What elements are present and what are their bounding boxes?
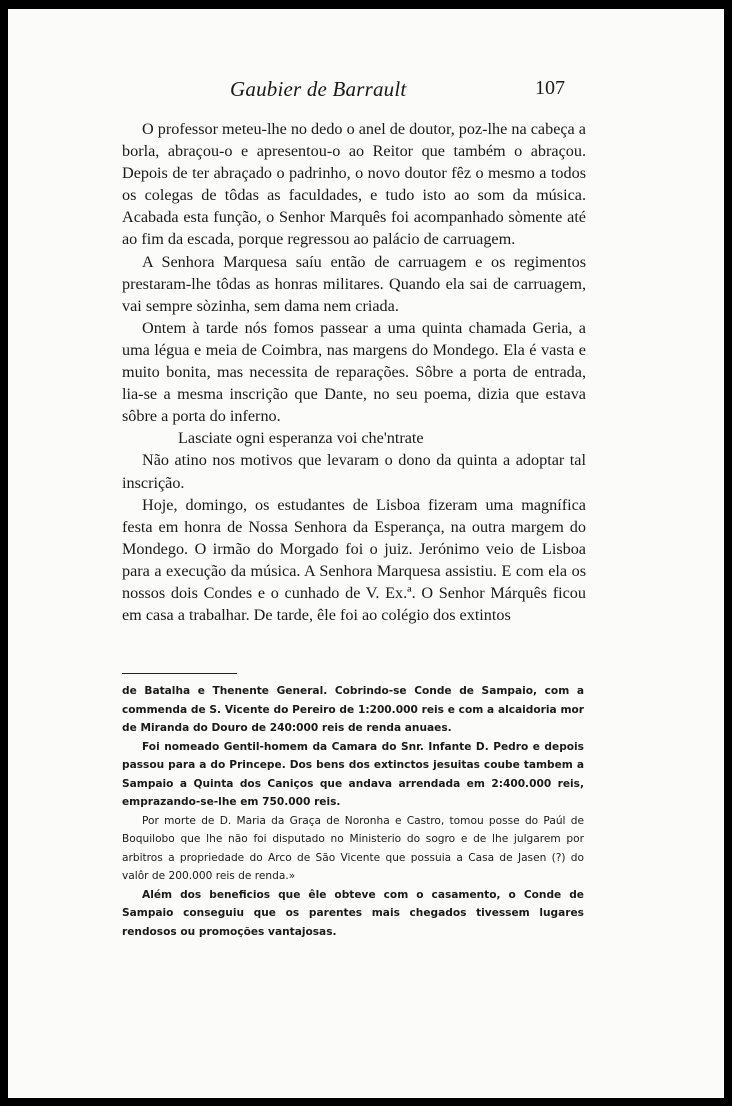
footnote-paragraph: de Batalha e Thenente General. Cobrindo-se Conde de Sampaio, com a commenda de S. Vicente do Pereiro de 1:200.000 reis e com a alcaidoria mor de Miranda do Douro de 240:000 reis de renda anuaes.	[122, 685, 584, 734]
running-title: Gaubier de Barrault	[230, 77, 407, 101]
page-header	[8, 71, 724, 101]
paragraph: Ontem à tarde nós fomos passear a uma quinta chamada Geria, a uma légua e meia de Coimbra, nas margens do Mondego. Ela é vasta e muito bonita, mas necessita de reparações. Sôbre a porta de entrada, lia-se a mesma inscrição que Dante, no seu poema, dizia que estava sôbre a porta do inferno.	[122, 318, 586, 426]
book-page	[8, 9, 724, 1098]
footnote-paragraph: Por morte de D. Maria da Graça de Noronha e Castro, tomou posse do Paúl de Boquilobo que lhe não foi disputado no Ministerio do sogro e de lhe julgarem por arbitros a propriedade do Arco de São Vicente que possuia a Casa de Jasen (?) do valôr de 200.000 reis de renda.»	[122, 814, 584, 882]
paragraph: A Senhora Marquesa saíu então de carruagem e os regimentos prestaram-lhe tôdas as honras militares. Quando ela sai de carruagem, vai sempre sòzinha, sem dama nem criada.	[122, 252, 586, 315]
dante-quote: Lasciate ogni esperanza voi che'ntrate	[178, 429, 424, 448]
footnote-divider	[122, 673, 237, 674]
page-number: 107	[535, 77, 565, 99]
paragraph: Hoje, domingo, os estudantes de Lisboa fizeram uma magnífica festa em honra de Nossa Senhora da Esperança, na outra margem do Mondego. O irmão do Morgado foi o juiz. Jerónimo veio de Lisboa para a execução da música. A Senhora Marquesa assistiu. E com ela os nossos dois Condes e o cunhado de V. Ex.ª. O Senhor Márquês ficou em casa a trabalhar. De tarde, êle foi ao colégio dos extintos	[122, 495, 586, 625]
footnote-paragraph: Foi nomeado Gentil-homem da Camara do Snr. Infante D. Pedro e depois passou para a do Princepe. Dos bens dos extinctos jesuitas coube tambem a Sampaio a Quinta dos Caniços que andava arrendada em 2:400.000 reis, emprazando-se-lhe em 750.000 reis.	[122, 740, 584, 808]
body-text	[122, 118, 586, 626]
paragraph: O professor meteu-lhe no dedo o anel de doutor, poz-lhe na cabeça a borla, abraçou-o e apresentou-o ao Reitor que também o abraçou. Depois de ter abraçado o padrinho, o novo doutor fêz o mesmo a todos os colegas de tôdas as faculdades, e tudo isto ao som da música. Acabada esta função, o Senhor Marquês foi acompanhado sòmente até ao fim da escada, porque regressou ao palácio de carruagem.	[122, 120, 586, 249]
footnotes	[122, 682, 584, 941]
footnote-paragraph: Além dos beneficios que êle obteve com o casamento, o Conde de Sampaio conseguiu que os parentes mais chegados tivessem lugares rendosos ou promoções vantajosas.	[122, 888, 584, 938]
paragraph: Não atino nos motivos que levaram o dono da quinta a adoptar tal inscrição.	[122, 451, 586, 492]
